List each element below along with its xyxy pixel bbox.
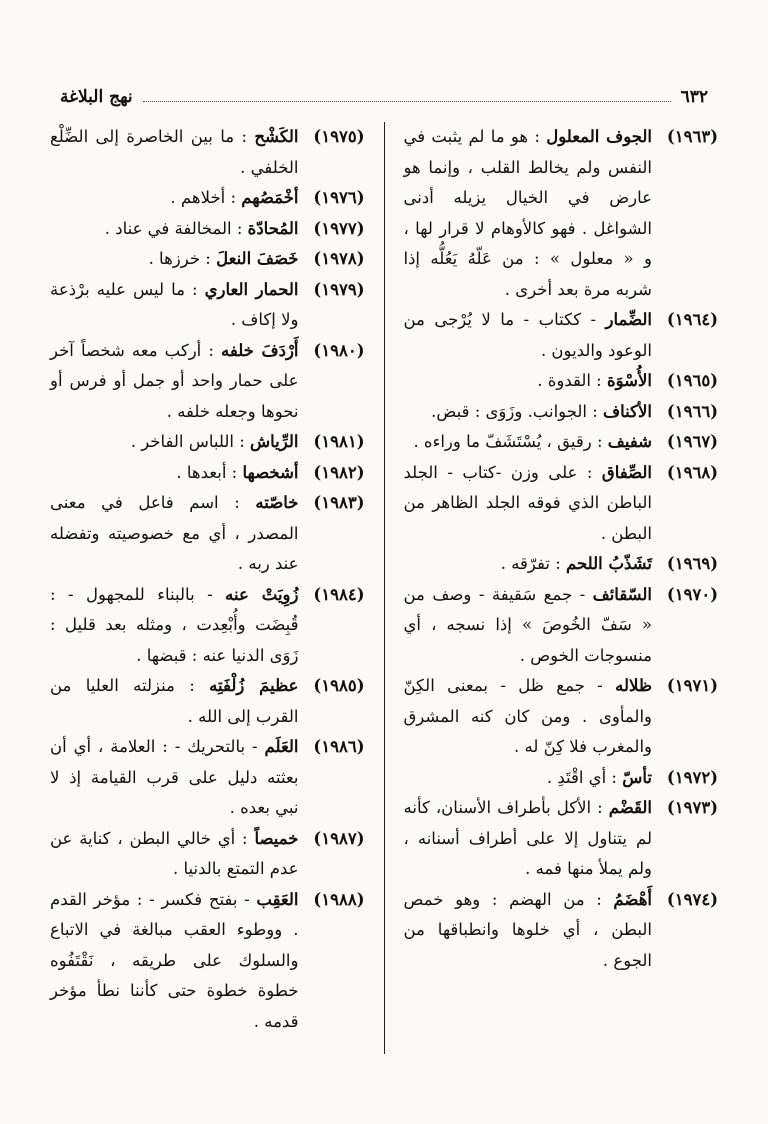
entry-number: (١٩٧٢) xyxy=(666,767,718,787)
entry-term: عظيمَ زُلْفَتِه xyxy=(209,676,299,695)
entry-text xyxy=(50,885,299,1038)
entry-definition: - بفتح فكسر - : مؤخر القدم . ووطوء العقب مبالغة في الاتباع والسلوك على طريقه ، نَقْتَفُوه خطوة خطوة حتى كأننا نطأ مؤخر قدمه . xyxy=(50,889,299,1031)
entry-definition: : أبعدها . xyxy=(176,462,238,482)
entry-number: (١٩٦٨) xyxy=(666,462,718,482)
glossary-entry xyxy=(50,275,365,336)
entry-term: خَصَفَ النعلَ xyxy=(216,249,299,268)
entry-definition: : رقيق ، يُسْتَشَفّ ما وراءه . xyxy=(413,432,603,451)
entry-term: أَرْدَفَ خلفه xyxy=(221,340,299,360)
entry-term: الحمار العاري xyxy=(204,279,299,299)
entry-text xyxy=(50,671,299,732)
glossary-entry xyxy=(50,458,365,489)
entry-text xyxy=(404,549,653,580)
entry-term: الضِّمار xyxy=(605,310,652,329)
entry-definition: : الأكل بأطراف الأسنان، كأنه لم يتناول إلا على أطراف أسنانه ، ولم يملأ منها فمه . xyxy=(403,798,652,878)
entry-term: السّقائف xyxy=(592,584,653,604)
entry-number: (١٩٦٩) xyxy=(666,554,718,573)
entry-term: الصِّفاق xyxy=(601,462,652,482)
glossary-entry xyxy=(404,427,719,458)
entry-number: (١٩٧٤) xyxy=(666,889,718,909)
entry-definition: : ما بين الخاصرة إلى الضِّلْع الخلفي . xyxy=(50,127,299,177)
entry-text xyxy=(404,763,653,794)
entry-text xyxy=(404,305,653,366)
entry-term: خاصّته xyxy=(255,493,299,512)
entry-number: (١٩٧١) xyxy=(666,676,718,695)
entry-number: (١٩٦٤) xyxy=(666,310,718,329)
entry-definition: : الجوانب. وزَوَى : قبض. xyxy=(431,401,598,421)
entry-number: (١٩٧٩) xyxy=(313,279,365,299)
glossary-entry xyxy=(404,458,719,550)
entry-definition: - بالتحريك - : العلامة ، أي أن بعثته دليل على قرب القيامة إذ لا نبي بعده . xyxy=(50,737,299,817)
entry-term: شفيف xyxy=(607,432,652,451)
glossary-entry xyxy=(404,763,719,794)
entry-definition: : من الهضم : وهو خمص البطن ، أي خلوها وانطباقها من الجوع . xyxy=(403,889,652,970)
entry-text xyxy=(50,214,299,245)
running-header xyxy=(60,84,708,110)
entry-number: (١٩٨٣) xyxy=(313,493,365,512)
entry-number: (١٩٨٤) xyxy=(313,584,365,604)
glossary-entry xyxy=(404,793,719,885)
entry-term: أَهْضَمُ xyxy=(613,889,652,909)
column-divider xyxy=(384,122,385,1054)
entry-text xyxy=(404,427,653,458)
entry-term: الجوف المعلول xyxy=(546,127,652,146)
entry-definition: : المخالفة في عناد . xyxy=(104,218,243,238)
entry-definition: : أخلاهم . xyxy=(170,188,237,207)
entry-term: ظلاله xyxy=(615,676,652,695)
book-title: نهج البلاغة xyxy=(60,87,133,107)
right-column xyxy=(392,122,719,1054)
entry-term: الرِّياش xyxy=(250,432,299,451)
entry-text xyxy=(404,397,653,428)
entry-text xyxy=(50,732,299,824)
glossary-entry xyxy=(50,214,365,245)
entry-number: (١٩٧٣) xyxy=(666,798,718,817)
entry-number: (١٩٨٨) xyxy=(313,889,365,909)
entry-number: (١٩٨٧) xyxy=(313,828,365,848)
entry-definition: : خرزها . xyxy=(148,249,211,268)
entry-definition: - جمع ظل - بمعنى الكِنّ والمأوى . ومن كان كنه المشرق والمغرب فلا كِنّ له . xyxy=(403,676,652,756)
entry-text xyxy=(404,793,653,885)
entry-number: (١٩٧٥) xyxy=(313,127,365,146)
entry-number: (١٩٦٣) xyxy=(666,127,718,146)
entry-term: تأسّ xyxy=(622,767,652,787)
entry-definition: : أركب معه شخصاً آخر على حمار واحد أو جمل أو فرس أو نحوها وجعله خلفه . xyxy=(50,340,299,421)
entry-definition: : القدوة . xyxy=(537,371,602,390)
entry-definition: : تفرّقه . xyxy=(500,554,561,573)
entry-text xyxy=(50,824,299,885)
entry-definition: : هو ما لم يثبت في النفس ولم يخالط القلب ، وإنما هو عارض في الخيال يزيله أدنى الشواغل . فهو كالأوهام لا قرار لها ، و « معلول » : من عَلّهُ يَعُلُّه إذا شربه مرة بعد أخرى . xyxy=(403,127,652,299)
entry-number: (١٩٨١) xyxy=(313,432,365,451)
entry-term: أشخصها xyxy=(242,462,299,482)
entry-text xyxy=(404,458,653,550)
header-dotted-rule xyxy=(143,101,671,102)
entry-term: الأُسْوَة xyxy=(607,371,652,390)
entry-definition: - بالبناء للمجهول - : قُبِضَت وأُبْعِدت ، ومثله بعد قليل : زَوَى الدنيا عنه : قبضها . xyxy=(50,584,299,665)
glossary-entry xyxy=(50,183,365,214)
entry-number: (١٩٨٦) xyxy=(313,737,365,756)
entry-term: العَلَم xyxy=(264,737,299,756)
entry-term: تَشَذّبُ اللحم xyxy=(566,554,652,573)
entry-text xyxy=(50,427,299,458)
glossary-entry xyxy=(404,122,719,305)
entry-term: القَضْم xyxy=(608,798,652,817)
entry-number: (١٩٧٠) xyxy=(666,584,718,604)
entry-text xyxy=(404,885,653,977)
entry-definition: - ككتاب - ما لا يُرْجى من الوعود والديون . xyxy=(403,310,652,360)
entry-term: خميصاً xyxy=(254,828,299,848)
glossary-entry xyxy=(50,671,365,732)
entry-definition: : ما ليس عليه برْذعة ولا إكاف . xyxy=(50,279,299,329)
glossary-entry xyxy=(50,488,365,580)
page-body xyxy=(50,122,718,1054)
glossary-entry xyxy=(404,397,719,428)
entry-text xyxy=(404,671,653,763)
entry-term: المُحادّة xyxy=(247,218,299,238)
glossary-entry xyxy=(50,427,365,458)
left-column xyxy=(50,122,377,1054)
entry-number: (١٩٧٦) xyxy=(313,188,365,207)
entry-term: زُوِيَتْ عنه xyxy=(225,584,299,604)
glossary-entry xyxy=(50,824,365,885)
entry-term: الكَشْح xyxy=(254,127,299,146)
glossary-entry xyxy=(404,885,719,977)
glossary-entry xyxy=(50,885,365,1038)
entry-text xyxy=(50,488,299,580)
entry-text xyxy=(50,275,299,336)
entry-number: (١٩٧٧) xyxy=(313,218,365,238)
entry-definition: : على وزن -كتاب - الجلد الباطن الذي فوقه الجلد الظاهر من البطن . xyxy=(403,462,652,543)
entry-number: (١٩٦٦) xyxy=(666,401,718,421)
glossary-entry xyxy=(404,671,719,763)
entry-definition: : اسم فاعل في معنى المصدر ، أي مع خصوصيته وتفضله عند ربه . xyxy=(50,493,299,573)
glossary-entry xyxy=(50,336,365,428)
glossary-entry xyxy=(404,549,719,580)
entry-text xyxy=(404,122,653,305)
entry-number: (١٩٧٨) xyxy=(313,249,365,268)
entry-definition: : أي اقْتَدِ . xyxy=(546,767,617,787)
entry-text xyxy=(50,580,299,672)
glossary-entry xyxy=(404,366,719,397)
entry-text xyxy=(50,244,299,275)
glossary-entry xyxy=(404,305,719,366)
entry-text xyxy=(50,183,299,214)
entry-definition: - جمع سَقيفة - وصف من « سَفّ الخُوصَ » إذا نسجه ، أي منسوجات الخوص . xyxy=(403,584,652,665)
entry-number: (١٩٨٢) xyxy=(313,462,365,482)
entry-text xyxy=(50,122,299,183)
glossary-entry xyxy=(50,122,365,183)
entry-definition: : اللباس الفاخر . xyxy=(130,432,245,451)
entry-text xyxy=(404,580,653,672)
entry-number: (١٩٦٧) xyxy=(666,432,718,451)
entry-number: (١٩٨٥) xyxy=(313,676,365,695)
entry-definition: : منزلته العليا من القرب إلى الله . xyxy=(50,676,299,726)
glossary-entry xyxy=(50,732,365,824)
entry-term: العَقِب xyxy=(256,889,299,909)
page-number: ٦٣٢ xyxy=(680,87,708,107)
entry-text xyxy=(50,336,299,428)
glossary-entry xyxy=(50,244,365,275)
entry-term: أخْمَصُهم xyxy=(241,188,299,207)
entry-number: (١٩٦٥) xyxy=(666,371,718,390)
glossary-entry xyxy=(404,580,719,672)
glossary-entry xyxy=(50,580,365,672)
entry-text xyxy=(50,458,299,489)
entry-text xyxy=(404,366,653,397)
entry-term: الأكناف xyxy=(603,401,652,421)
entry-number: (١٩٨٠) xyxy=(313,340,365,360)
entry-definition: : أي خالي البطن ، كناية عن عدم التمتع بالدنيا . xyxy=(50,828,299,878)
